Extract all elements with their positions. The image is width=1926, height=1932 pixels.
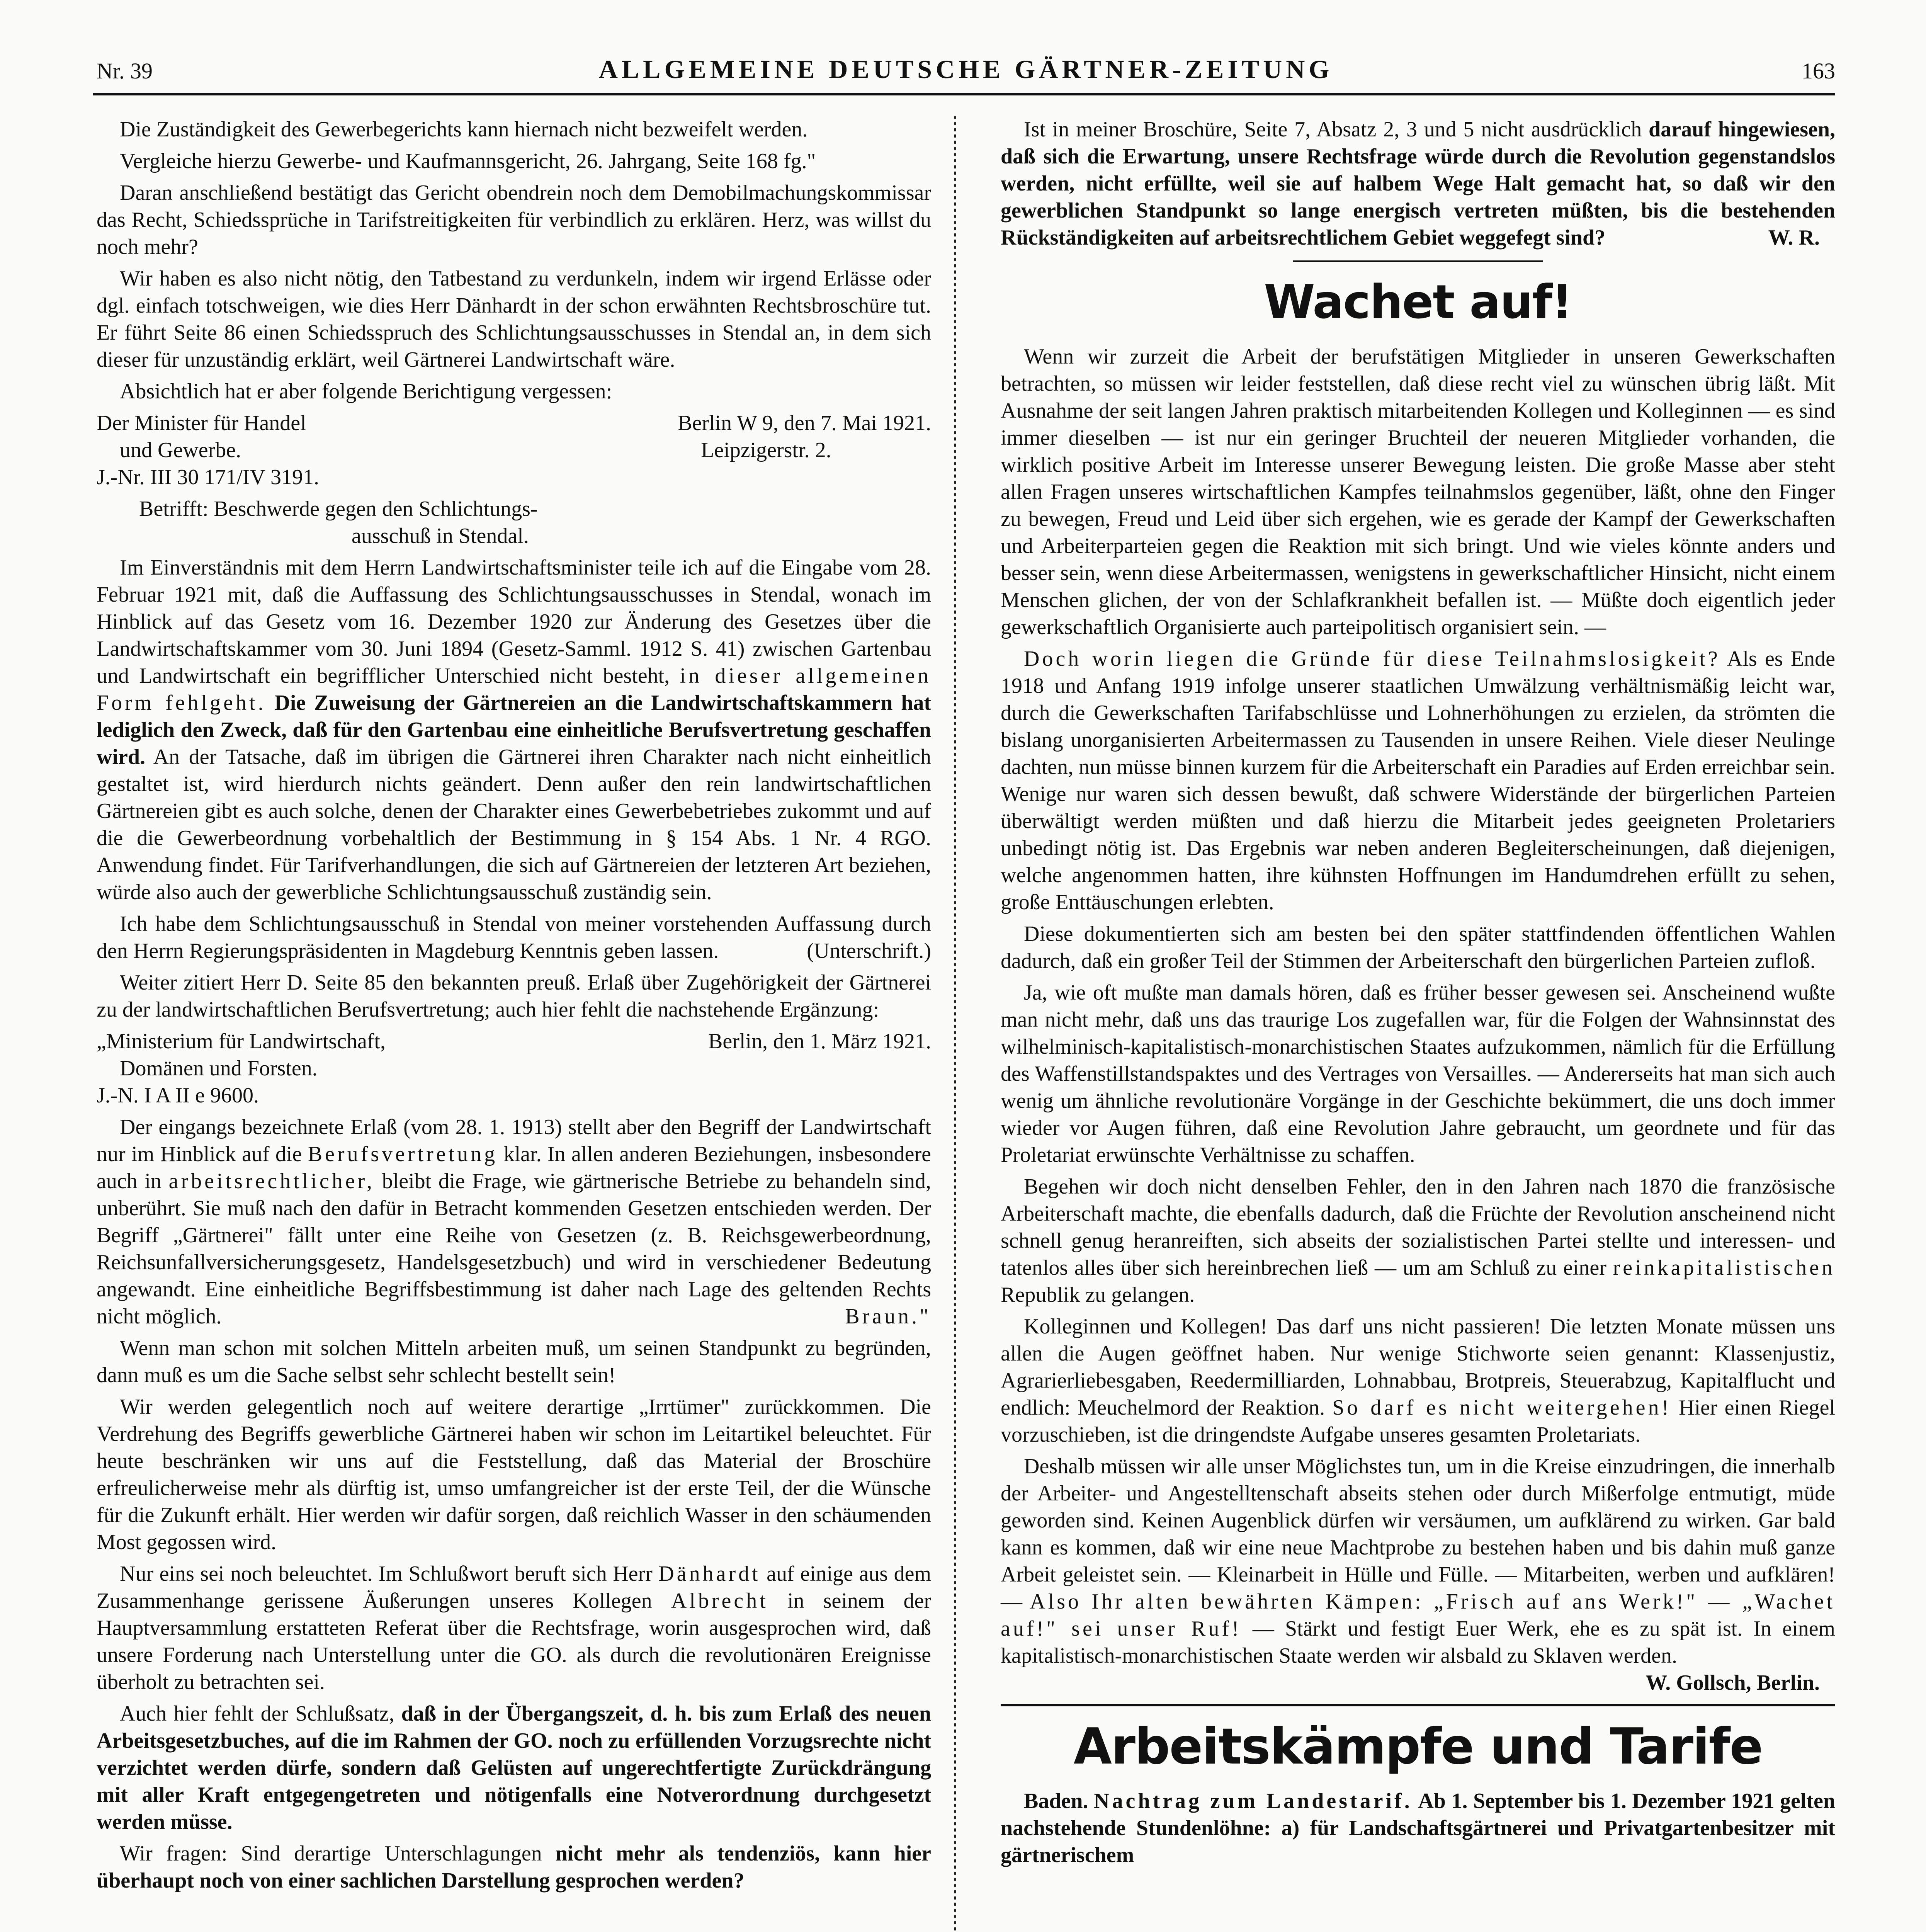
letterhead — [97, 410, 931, 464]
signature: W. R. — [1768, 226, 1820, 250]
text: klar. In allen anderen Beziehungen, insbesondere auch in — [97, 1142, 932, 1193]
paragraph — [97, 910, 931, 964]
text: Der eingangs bezeichnete Erlaß (vom 28. 1. 1913) stellt aber den Begriff der Landwirtschaft nur im Hinblick auf die — [97, 1115, 931, 1166]
section-rule — [1001, 1704, 1835, 1706]
paragraph — [1001, 1173, 1835, 1308]
spaced-text: Nachtrag zum Landestarif. — [1094, 1789, 1413, 1813]
header-rule — [93, 93, 1835, 95]
paragraph — [1001, 645, 1835, 916]
spaced-text: Albrecht — [671, 1589, 768, 1613]
bold-text: Ab 1. September bis 1. Dezember 1921 gelten nachstehende Stundenlöhne: a) für Landschaftsgärtnerei und Privatgartenbesitzer mit gärtnerischem — [1001, 1789, 1836, 1867]
text: Kolleginnen und Kollegen! Das darf uns nicht passieren! Die letzten Monate müssen uns allen die Augen geöffnet haben. Nur wenige Stichworte seien genannt: Klassenjustiz, Agrarierliebesgaben, Reedermilliarden, Lohnabbau, Brotpreis, Steuerabzug, Kapitalflucht und endlich: Meuchelmord der Reaktion. — [1001, 1315, 1835, 1420]
text: — Stärkt und festigt Euer Werk, ehe es zu spät ist. In einem kapitalistisch-monarchistischen Staate werden wir alsbald zu Sklaven werden. — [1001, 1617, 1835, 1668]
text: Begehen wir doch nicht denselben Fehler, den in den Jahren nach 1870 die französische Arbeiterschaft machte, die ebenfalls dadurch, daß die Früchte der Revolution anscheinend nicht schnell genug heranreiften, sich abseits der sozialistischen Partei stellte und interessen- und tatenlos alles über sich hereinbrechen ließ — um am Schluß zu einer — [1001, 1175, 1835, 1280]
paragraph: Daran anschließend bestätigt das Gericht obendrein noch dem Demobilmachungskommissar das Recht, Schiedssprüche in Tarifstreitigkeiten für verbindlich zu erklären. Herz, was willst du noch mehr? — [97, 181, 931, 259]
paragraph — [97, 1114, 931, 1330]
page-header — [97, 50, 1835, 93]
text: An der Tatsache, daß im übrigen die Gärtnerei ihren Charakter nach nicht einheitlich gestaltet ist, wird hierdurch nichts geändert. Denn außer den rein landwirtschaftlichen Gärtnereien gibt es auch solche, denen der Charakter eines Gewerbebetriebes zukommt und auf die die Gewerbeordnung vorbehaltlich der Bestimmung in § 154 Abs. 1 Nr. 4 RGO. Anwendung findet. Für Tarifverhandlungen, die sich auf Gärtnereien der letzteren Art beziehen, würde also auch der gewerbliche Schlichtungsausschuß zuständig sein. — [97, 745, 931, 904]
paragraph — [1001, 1787, 1835, 1869]
paragraph: Wir werden gelegentlich noch auf weitere derartige „Irrtümer" zurückkommen. Die Verdrehung des Begriffs gewerbliche Gärtnerei haben wir schon im Leitartikel beleuchtet. Für heute beschränken wir uns auf die Feststellung, daß das Material der Broschüre erfreulicherweise mehr als dürftig ist, umso umfangreicher ist der erste Teil, der die Wünsche für die Zukunft erhält. Hier werden wir dafür sorgen, daß reichlich Wasser in den schäumenden Most gegossen wird. — [97, 1395, 931, 1554]
bold-text: daß in der Übergangszeit, d. h. bis zum Erlaß des neuen Arbeitsgesetzbuches, auf die im Rahmen der GO. noch zu erfüllenden Vorzugsrechte nicht verzichtet werden dürfe, sondern daß Gelüsten auf ungerechtfertigte Zurückdrängung mit aller Kraft entgegengetreten und nötigenfalls eine Notverordnung durchgesetzt werden müsse. — [97, 1702, 932, 1834]
text: auf einige aus dem Zusammenhange gerissene Äußerungen unseres Kollegen — [97, 1562, 932, 1613]
paragraph: Diese dokumentierten sich am besten bei den später stattfindenden öffentlichen Wahlen dadurch, daß ein großer Teil der Stimmen der Arbeiterschaft den bürgerlichen Parteien zufloß. — [1001, 922, 1835, 973]
letterhead-sender: „Ministerium für Landwirtschaft, — [97, 1029, 386, 1053]
text: Wir fragen: Sind derartige Unterschlagungen — [120, 1842, 542, 1866]
text: Auch hier fehlt der Schlußsatz, — [120, 1702, 394, 1726]
subject-line: ausschuß in Stendal. — [352, 524, 529, 548]
signature: (Unterschrift.) — [807, 939, 931, 963]
spaced-text: Doch worin liegen die Gründe für diese Teilnahmslosigkeit? — [1024, 647, 1720, 671]
reference-number: J.-N. I A II e 9600. — [97, 1083, 259, 1107]
paragraph: Wir haben es also nicht nötig, den Tatbestand zu verdunkeln, indem wir irgend Erlässe oder dgl. einfach totschweigen, wie dies Herr Dänhardt in der schon erwähnten Rechtsbroschüre tut. Er führt Seite 86 einen Schiedsspruch des Schlichtungsausschusses in Stendal an, in dem sich dieser für unzuständig erklärt, weil Gärtnerei Landwirtschaft wäre. — [97, 267, 931, 372]
spaced-text: in dieser allgemeinen Form fehlgeht. — [97, 664, 931, 715]
letterhead-sender: Domänen und Forsten. — [120, 1056, 318, 1080]
page-number: 163 — [1802, 58, 1835, 83]
separator — [1293, 260, 1543, 262]
issue-number: Nr. 39 — [97, 58, 153, 83]
spaced-text: Also Ihr alten bewährten Kämpen: „Frisch auf ans Werk!" — „Wachet auf!" sei unser Ruf! — [1001, 1590, 1835, 1641]
letterhead-place-date: Berlin, den 1. März 1921. — [708, 1029, 931, 1053]
signature: W. Gollsch, Berlin. — [1646, 1671, 1820, 1695]
text: Ist in meiner Broschüre, Seite 7, Absatz 2, 3 und 5 nicht ausdrücklich — [1024, 117, 1642, 141]
right-column — [1001, 116, 1835, 1873]
newspaper-title: ALLGEMEINE DEUTSCHE GÄRTNER-ZEITUNG — [598, 54, 1333, 84]
letterhead-address: Leipzigerstr. 2. — [701, 438, 831, 462]
paragraph: Weiter zitiert Herr D. Seite 85 den bekannten preuß. Erlaß über Zugehörigkeit der Gärtnerei zu der landwirtschaftlichen Berufsvertretung; auch hier fehlt die nachstehende Ergänzung: — [97, 971, 931, 1022]
paragraph: Absichtlich hat er aber folgende Berichtigung vergessen: — [120, 379, 612, 403]
bold-text: nicht mehr als tendenziös, kann hier überhaupt noch von einer sachlichen Darstellung gesprochen werden? — [97, 1842, 932, 1893]
reference-number: J.-Nr. III 30 171/IV 3191. — [97, 465, 320, 489]
text: Im Einverständnis mit dem Herrn Landwirtschaftsminister teile ich auf die Eingabe vom 28. Februar 1921 mit, daß die Auffassung des Schlichtungsausschusses in Stendal, wonach im Hinblick auf das Gesetz vom 16. Dezember 1920 zur Änderung des Gesetzes über die Landwirtschaftskammer vom 30. Juni 1894 (Gesetz-Samml. 1912 S. 41) zwischen Gartenbau und Landwirtschaft ein begrifflicher Unterschied nicht besteht, — [97, 556, 931, 688]
text: in seinem der Hauptversammlung erstatteten Referat über die Rechtsfrage, worin ausgesprochen wird, daß unsere Forderung nach Unterstellung unter die GO. als durch die revolutionären Ereignisse überholt zu betrachten sei. — [97, 1589, 932, 1694]
text: Hier einen Riegel vorzuschieben, ist die dringendste Aufgabe unseres gesamten Proletariats. — [1001, 1396, 1835, 1447]
paragraph: Die Zuständigkeit des Gewerbegerichts kann hiernach nicht bezweifelt werden. — [120, 117, 808, 141]
paragraph — [1001, 116, 1835, 251]
subject-line: Betrifft: Beschwerde gegen den Schlichtungs- — [139, 497, 538, 521]
text: Deshalb müssen wir alle unser Möglichstes tun, um in die Kreise einzudringen, die innerhalb der Arbeiter- und Angestelltenschaft abseits stehen oder durch Mißerfolge entmutigt, müde geworden sind. Keinen Augenblick dürfen wir versäumen, um aufklärend zu wirken. Gar bald kann es kommen, daß wir eine neue Machtprobe zu bestehen haben und bis dahin muß ganze Arbeit geleistet sein. — Kleinarbeit in Hülle und Fülle. — Mitarbeiten, werben und aufklären! — — [1001, 1454, 1835, 1614]
text: Nur eins sei noch beleuchtet. Im Schlußwort beruft sich Herr — [120, 1562, 653, 1586]
text: Als es Ende 1918 und Anfang 1919 infolge unserer staatlichen Umwälzung verhältnismäßig leicht war, durch die Gewerkschaften Tarifabschlüsse und Lohnerhöhungen zu erzielen, da strömten die bislang unorganisierten Arbeitermassen zu Tausenden in unsere Reihen. Viele dieser Neulinge dachten, nun müsse binnen kurzem für die Arbeiterschaft ein Paradies auf Erden erreichbar sein. Wenige nur waren sich dessen bewußt, daß schwere Widerstände der bürgerlichen Parteien überwältigt werden müßten und daß hierzu die Mitarbeit jedes geeigneten Proletariers unbedingt nötig ist. Das Ergebnis war neben anderen Begleiterscheinungen, daß diejenigen, welche angenommen hatten, ihre kühnsten Hoffnungen im Handumdrehen erfüllt zu sehen, große Enttäuschungen erlebten. — [1001, 647, 1835, 914]
bold-text: Baden. — [1024, 1789, 1088, 1813]
left-column — [97, 116, 931, 1899]
spaced-text: Dänhardt — [658, 1562, 761, 1586]
text: bleibt die Frage, wie gärtnerische Betriebe zu behandeln sind, unberührt. Sie muß nach den dafür in Betracht kommenden Gesetzen entschieden werden. Der Begriff „Gärtnerei" fällt unter eine Reihe von Gesetzen (z. B. Reichsgewerbeordnung, Reichsunfallversicherungsgesetz, Handelsgesetzbuch) und wird in verschiedener Bedeutung angewandt. Eine einheitliche Begriffsbestimmung ist daher nach Lage des geltenden Rechts nicht möglich. — [97, 1169, 931, 1328]
text: Republik zu gelangen. — [1001, 1283, 1195, 1307]
paragraph — [97, 1840, 931, 1894]
paragraph: Ja, wie oft mußte man damals hören, daß es früher besser gewesen sei. Anscheinend wußte man nicht mehr, daß uns das traurige Los zugefallen war, für die Folgen der Wahnsinnstat des wilhelminisch-kapitalistisch-monarchistischen Staates aufzukommen, nämlich für die Erfüllung des Waffenstillstandspaktes und des Vertrages von Versailles. — Andererseits hat man sich auch wenig um ähnliche revolutionäre Vorgänge in der Geschichte bekümmert, die uns doch immer wieder vor Augen führen, daß eine Revolution Jahre gebraucht, um geordnete und für das Proletariat erwünschte Verhältnisse zu schaffen. — [1001, 981, 1835, 1167]
paragraph: Vergleiche hierzu Gewerbe- und Kaufmannsgericht, 26. Jahrgang, Seite 168 fg." — [120, 149, 816, 173]
paragraph — [97, 1700, 931, 1835]
bold-text: Die Zuweisung der Gärtnereien an die Landwirtschaftskammern hat lediglich den Zweck, daß für den Gartenbau eine einheitliche Berufsvertretung geschaffen wird. — [97, 691, 931, 769]
letterhead-sender: und Gewerbe. — [120, 438, 241, 462]
letterhead — [97, 1028, 931, 1082]
section-headline: Arbeitskämpfe und Tarife — [1073, 1718, 1763, 1776]
bold-text: darauf hingewiesen, daß sich die Erwartung, unsere Rechtsfrage würde durch die Revolution gegenstandslos werden, nicht erfüllte, weil sie auf halbem Wege Halt gemacht hat, so daß wir den gewerblichen Standpunkt so lange energisch vertreten müßten, bis die bestehenden Rückständigkeiten auf arbeitsrechtlichem Gebiet weggefegt sind? — [1001, 117, 1836, 250]
paragraph: Wenn man schon mit solchen Mitteln arbeiten muß, um seinen Standpunkt zu begründen, dann muß es um die Sache selbst sehr schlecht bestellt sein! — [97, 1336, 931, 1387]
spaced-text: So darf es nicht weitergehen! — [1332, 1396, 1672, 1420]
paragraph: Wenn wir zurzeit die Arbeit der berufstätigen Mitglieder in unseren Gewerkschaften betrachten, so müssen wir leider feststellen, daß diese recht viel zu wünschen übrig läßt. Mit Ausnahme der seit langen Jahren praktisch mitarbeitenden Kollegen und Kolleginnen — es sind immer dieselben — ist nur ein geringer Bruchteil der neueren Mitglieder vorhanden, die wirklich positive Arbeit im Interesse unserer Bewegung leisten. Die große Masse aber steht allen Fragen unseres wirtschaftlichen Kampfes teilnahmslos gegenüber, läßt, ohne den Finger zu bewegen, Freud und Leid über sich ergehen, wie es gerade der Kampf der Gewerkschaften und Arbeiterparteien gegen die Reaktion mit sich bringt. Und wie vieles könnte anders und besser sein, wenn diese Arbeitermassen, wenigstens in gewerkschaftlicher Hinsicht, nicht einem Menschen glichen, der von der Schlafkrankheit befallen ist. — Müßte doch eigentlich jeder gewerkschaftlich Organisierte auch parteipolitisch organisiert sein. — — [1001, 345, 1835, 639]
spaced-text: Berufsvertretung — [308, 1142, 498, 1166]
paragraph — [97, 554, 931, 906]
text: Ich habe dem Schlichtungsausschuß in Stendal von meiner vorstehenden Auffassung durch den Herrn Regierungspräsidenten in Magdeburg Kenntnis geben lassen. — [97, 912, 931, 963]
letterhead-place-date: Berlin W 9, den 7. Mai 1921. — [678, 411, 931, 435]
paragraph — [1001, 1313, 1835, 1448]
column-divider — [954, 116, 956, 1932]
paragraph — [1001, 1453, 1835, 1695]
article-headline: Wachet auf! — [1264, 276, 1572, 329]
paragraph — [97, 1560, 931, 1696]
spaced-text: arbeitsrechtlicher, — [168, 1169, 375, 1193]
spaced-text: reinkapitalistischen — [1613, 1256, 1836, 1280]
signature: Braun." — [845, 1304, 931, 1328]
letterhead-sender: Der Minister für Handel — [97, 411, 306, 435]
